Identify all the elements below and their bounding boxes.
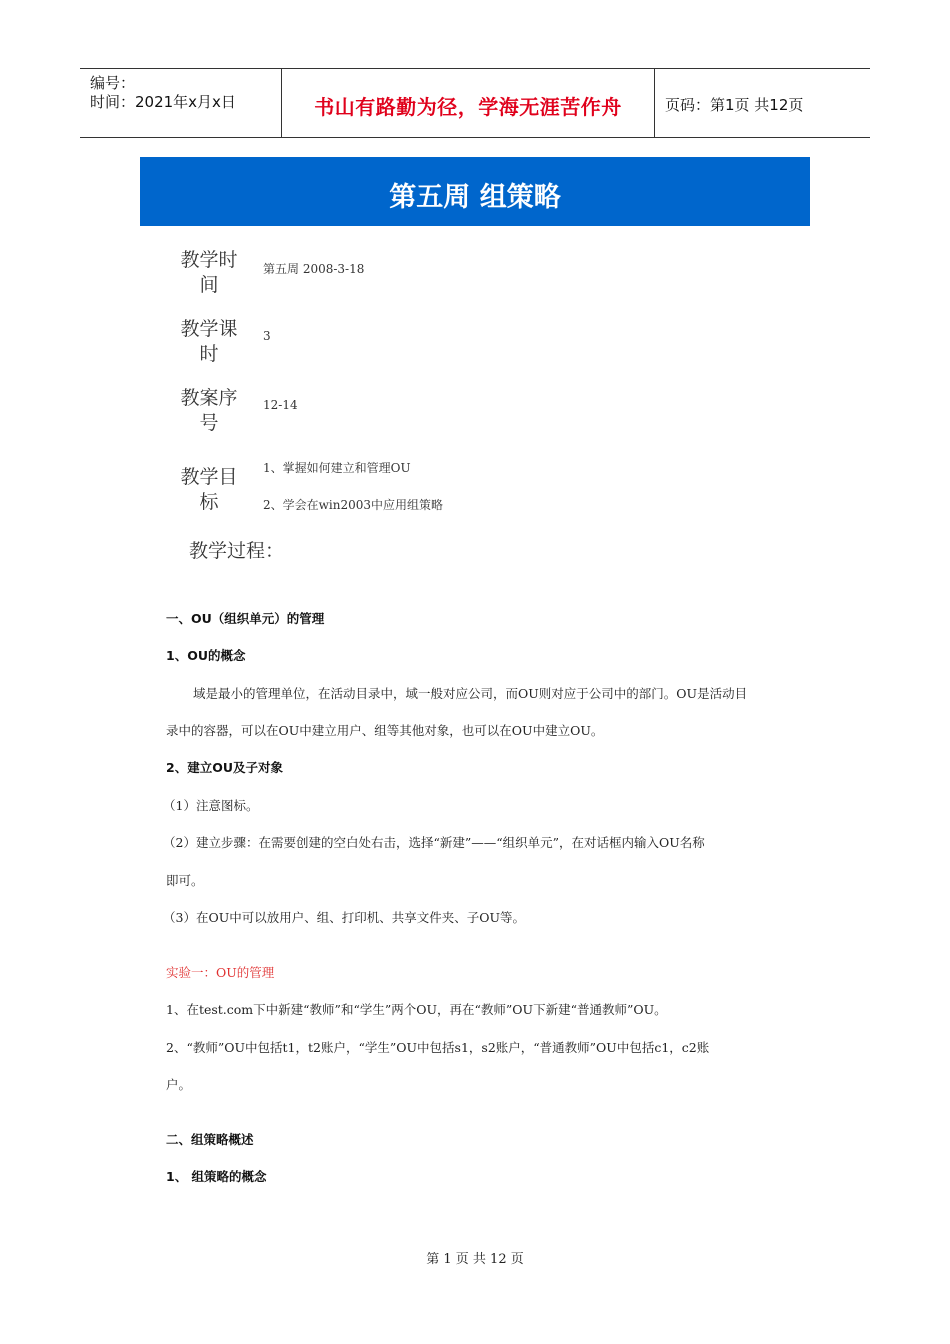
meta-value-goal-1: 1、掌握如何建立和管理OU	[263, 461, 411, 475]
experiment-1-title: 实验一：OU的管理	[166, 965, 275, 980]
motto: 书山有路勤为径，学海无涯苦作舟	[314, 95, 622, 119]
meta-label-serial: 教案序号	[180, 387, 238, 434]
meta-label-hours: 教学课时	[180, 318, 238, 365]
section-1-1-title: 1、OU的概念	[166, 648, 246, 663]
paragraph-line: 录中的容器，可以在OU中建立用户、组等其他对象，也可以在OU中建立OU。	[166, 723, 604, 738]
paragraph-line: 域是最小的管理单位，在活动目录中，域一般对应公司，而OU则对应于公司中的部门。OU是活动目	[193, 686, 748, 701]
meta-label-goals: 教学目标	[180, 466, 238, 513]
meta-value-time: 第五周 2008-3-18	[263, 262, 365, 276]
meta-label-time: 教学时间	[180, 249, 238, 296]
list-item: （3）在OU中可以放用户、组、打印机、共享文件夹、子OU等。	[163, 910, 526, 925]
header-page-cell	[655, 69, 870, 137]
page-footer: 第 1 页 共 12 页	[426, 1252, 524, 1267]
list-item-continuation: 即可。	[166, 873, 204, 888]
section-2-title: 二、组策略概述	[166, 1132, 254, 1147]
list-item: （1）注意图标。	[163, 798, 259, 813]
list-item: （2）建立步骤：在需要创建的空白处右击，选择“新建”——“组织单元”，在对话框内输入OU名称	[163, 835, 705, 850]
meta-value-serial: 12-14	[263, 398, 298, 412]
experiment-step: 2、“教师”OU中包括t1，t2账户，“学生”OU中包括s1，s2账户，“普通教师”OU中包括c1，c2账	[166, 1040, 710, 1055]
section-2-1-title: 1、 组策略的概念	[166, 1169, 267, 1184]
title-banner	[140, 157, 810, 226]
header-table	[80, 68, 870, 138]
meta-value-goal-2: 2、学会在win2003中应用组策略	[263, 498, 444, 512]
experiment-step-continuation: 户。	[166, 1077, 192, 1092]
meta-value-hours: 3	[263, 329, 271, 343]
process-label: 教学过程：	[189, 540, 285, 562]
section-1-title: 一、OU（组织单元）的管理	[166, 611, 325, 626]
date-line: 时间：2021年x月x日	[90, 93, 236, 111]
header-left-cell	[80, 69, 282, 137]
header-motto-cell	[282, 69, 655, 137]
page-title: 第五周 组策略	[389, 182, 561, 213]
section-1-2-title: 2、建立OU及子对象	[166, 760, 283, 775]
page-info: 页码：第1页 共12页	[665, 96, 804, 114]
number-label: 编号：	[90, 74, 136, 92]
experiment-step: 1、在test.com下中新建“教师”和“学生”两个OU，再在“教师”OU下新建“普通教师”OU。	[166, 1002, 667, 1017]
